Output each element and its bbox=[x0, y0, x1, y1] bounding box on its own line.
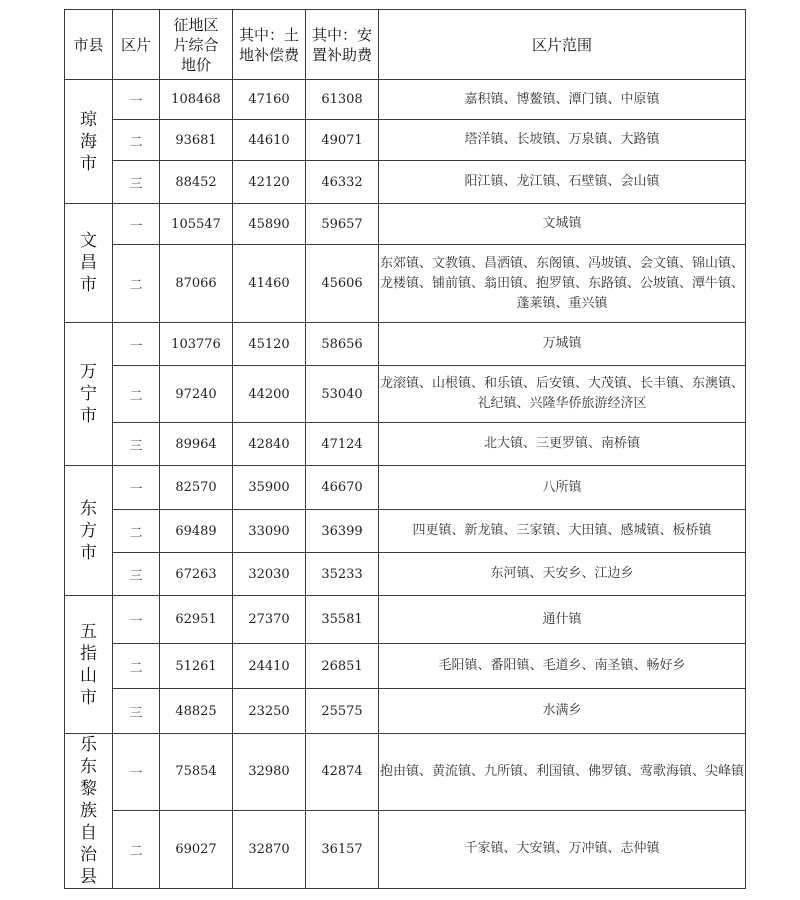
resettlement-cell: 25575 bbox=[306, 689, 379, 734]
zone-cell: 一 bbox=[113, 80, 160, 120]
towns-cell: 千家镇、大安镇、万冲镇、志仲镇 bbox=[379, 810, 746, 888]
land-compensation-cell: 23250 bbox=[233, 689, 306, 734]
table-row bbox=[65, 80, 746, 120]
resettlement-cell: 49071 bbox=[306, 120, 379, 161]
land-compensation-cell: 42120 bbox=[233, 161, 306, 204]
zone-cell: 一 bbox=[113, 204, 160, 245]
towns-cell: 四更镇、新龙镇、三家镇、大田镇、感城镇、板桥镇 bbox=[379, 510, 746, 553]
zone-cell: 二 bbox=[113, 510, 160, 553]
table-row bbox=[65, 423, 746, 466]
zone-cell: 二 bbox=[113, 366, 160, 423]
land-compensation-cell: 32980 bbox=[233, 734, 306, 811]
table-row bbox=[65, 553, 746, 596]
header-land-compensation: 其中：土地补偿费 bbox=[233, 10, 306, 80]
total-price-cell: 87066 bbox=[160, 245, 233, 323]
resettlement-cell: 45606 bbox=[306, 245, 379, 323]
total-price-cell: 89964 bbox=[160, 423, 233, 466]
resettlement-cell: 53040 bbox=[306, 366, 379, 423]
header-row bbox=[65, 10, 746, 80]
table-row bbox=[65, 120, 746, 161]
zone-cell: 三 bbox=[113, 161, 160, 204]
towns-cell: 抱由镇、黄流镇、九所镇、利国镇、佛罗镇、莺歌海镇、尖峰镇 bbox=[379, 734, 746, 811]
total-price-cell: 97240 bbox=[160, 366, 233, 423]
resettlement-cell: 35233 bbox=[306, 553, 379, 596]
county-cell: 文昌市 bbox=[65, 204, 113, 323]
table-row bbox=[65, 204, 746, 245]
land-compensation-cell: 27370 bbox=[233, 596, 306, 644]
towns-cell: 万城镇 bbox=[379, 323, 746, 366]
towns-cell: 通什镇 bbox=[379, 596, 746, 644]
land-compensation-cell: 33090 bbox=[233, 510, 306, 553]
resettlement-cell: 42874 bbox=[306, 734, 379, 811]
resettlement-cell: 59657 bbox=[306, 204, 379, 245]
zone-cell: 二 bbox=[113, 245, 160, 323]
table-row bbox=[65, 644, 746, 689]
zone-cell: 三 bbox=[113, 689, 160, 734]
total-price-cell: 75854 bbox=[160, 734, 233, 811]
total-price-cell: 69489 bbox=[160, 510, 233, 553]
resettlement-cell: 36157 bbox=[306, 810, 379, 888]
table-row bbox=[65, 596, 746, 644]
total-price-cell: 103776 bbox=[160, 323, 233, 366]
towns-cell: 北大镇、三更罗镇、南桥镇 bbox=[379, 423, 746, 466]
zone-cell: 一 bbox=[113, 596, 160, 644]
land-compensation-cell: 44610 bbox=[233, 120, 306, 161]
table-row bbox=[65, 810, 746, 888]
county-cell: 东方市 bbox=[65, 466, 113, 596]
land-compensation-cell: 42840 bbox=[233, 423, 306, 466]
towns-cell: 龙滚镇、山根镇、和乐镇、后安镇、大茂镇、长丰镇、东澳镇、礼纪镇、兴隆华侨旅游经济区 bbox=[379, 366, 746, 423]
towns-cell: 水满乡 bbox=[379, 689, 746, 734]
resettlement-cell: 46332 bbox=[306, 161, 379, 204]
total-price-cell: 69027 bbox=[160, 810, 233, 888]
county-cell: 乐东黎族自治县 bbox=[65, 734, 113, 889]
county-cell: 琼海市 bbox=[65, 80, 113, 204]
header-resettlement-subsidy: 其中：安置补助费 bbox=[306, 10, 379, 80]
resettlement-cell: 36399 bbox=[306, 510, 379, 553]
resettlement-cell: 26851 bbox=[306, 644, 379, 689]
county-cell: 万宁市 bbox=[65, 323, 113, 466]
towns-cell: 塔洋镇、长坡镇、万泉镇、大路镇 bbox=[379, 120, 746, 161]
land-compensation-cell: 47160 bbox=[233, 80, 306, 120]
zone-cell: 一 bbox=[113, 466, 160, 510]
land-compensation-cell: 45120 bbox=[233, 323, 306, 366]
total-price-cell: 108468 bbox=[160, 80, 233, 120]
header-county: 市县 bbox=[65, 10, 113, 80]
land-compensation-cell: 45890 bbox=[233, 204, 306, 245]
table-row bbox=[65, 245, 746, 323]
table-row bbox=[65, 466, 746, 510]
towns-cell: 嘉积镇、博鳌镇、潭门镇、中原镇 bbox=[379, 80, 746, 120]
land-compensation-cell: 32870 bbox=[233, 810, 306, 888]
land-compensation-cell: 32030 bbox=[233, 553, 306, 596]
zone-cell: 二 bbox=[113, 644, 160, 689]
total-price-cell: 67263 bbox=[160, 553, 233, 596]
zone-cell: 二 bbox=[113, 120, 160, 161]
land-compensation-cell: 35900 bbox=[233, 466, 306, 510]
table-row bbox=[65, 510, 746, 553]
towns-cell: 八所镇 bbox=[379, 466, 746, 510]
total-price-cell: 48825 bbox=[160, 689, 233, 734]
table-row bbox=[65, 689, 746, 734]
towns-cell: 文城镇 bbox=[379, 204, 746, 245]
total-price-cell: 62951 bbox=[160, 596, 233, 644]
resettlement-cell: 61308 bbox=[306, 80, 379, 120]
total-price-cell: 105547 bbox=[160, 204, 233, 245]
resettlement-cell: 47124 bbox=[306, 423, 379, 466]
land-compensation-cell: 41460 bbox=[233, 245, 306, 323]
total-price-cell: 82570 bbox=[160, 466, 233, 510]
land-compensation-cell: 44200 bbox=[233, 366, 306, 423]
land-compensation-cell: 24410 bbox=[233, 644, 306, 689]
towns-cell: 东郊镇、文教镇、昌洒镇、东阁镇、冯坡镇、会文镇、锦山镇、龙楼镇、铺前镇、翁田镇、抱罗镇、东路镇、公坡镇、潭牛镇、蓬莱镇、重兴镇 bbox=[379, 245, 746, 323]
total-price-cell: 93681 bbox=[160, 120, 233, 161]
towns-cell: 毛阳镇、番阳镇、毛道乡、南圣镇、畅好乡 bbox=[379, 644, 746, 689]
total-price-cell: 51261 bbox=[160, 644, 233, 689]
header-zone: 区片 bbox=[113, 10, 160, 80]
towns-cell: 东河镇、天安乡、江边乡 bbox=[379, 553, 746, 596]
zone-cell: 一 bbox=[113, 734, 160, 811]
county-cell: 五指山市 bbox=[65, 596, 113, 734]
resettlement-cell: 35581 bbox=[306, 596, 379, 644]
land-price-table bbox=[64, 9, 746, 889]
header-total-price: 征地区片综合地价 bbox=[160, 10, 233, 80]
table-row bbox=[65, 323, 746, 366]
table-row bbox=[65, 366, 746, 423]
zone-cell: 三 bbox=[113, 553, 160, 596]
zone-cell: 三 bbox=[113, 423, 160, 466]
header-zone-range: 区片范围 bbox=[379, 10, 746, 80]
towns-cell: 阳江镇、龙江镇、石壁镇、会山镇 bbox=[379, 161, 746, 204]
resettlement-cell: 46670 bbox=[306, 466, 379, 510]
table-row bbox=[65, 734, 746, 811]
zone-cell: 二 bbox=[113, 810, 160, 888]
resettlement-cell: 58656 bbox=[306, 323, 379, 366]
zone-cell: 一 bbox=[113, 323, 160, 366]
total-price-cell: 88452 bbox=[160, 161, 233, 204]
table-row bbox=[65, 161, 746, 204]
